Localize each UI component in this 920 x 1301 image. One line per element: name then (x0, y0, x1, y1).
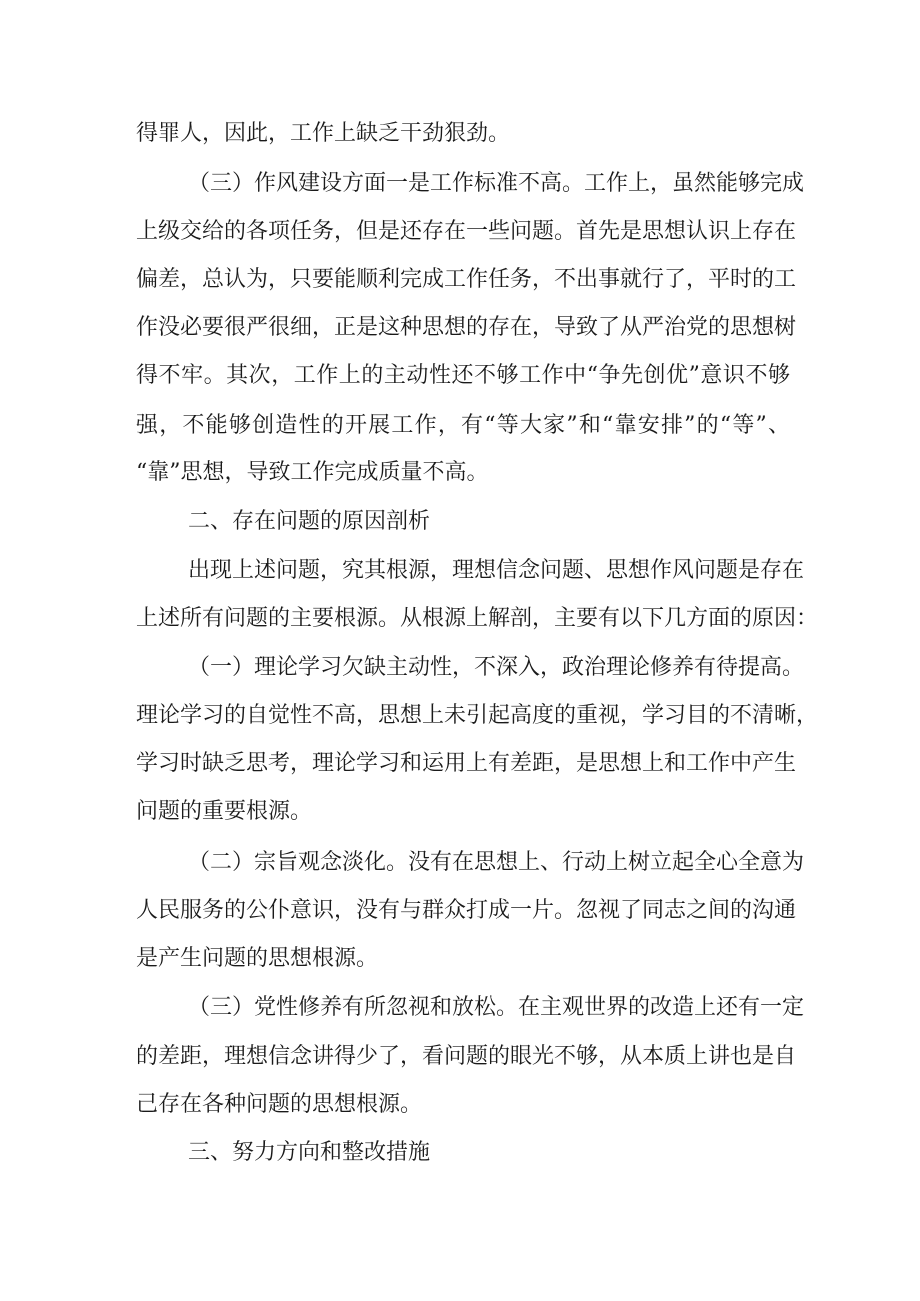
text-line: （三）作风建设方面一是工作标准不高。工作上，虽然能够完成 (188, 171, 805, 196)
text-line: 上级交给的各项任务，但是还存在一些问题。首先是思想认识上存在 (136, 219, 797, 244)
text-line: “靠”思想，导致工作完成质量不高。 (136, 460, 489, 485)
text-line: （二）宗旨观念淡化。没有在思想上、行动上树立起全心全意为 (188, 850, 805, 875)
text-line: 出现上述问题，究其根源，理想信念问题、思想作风问题是存在 (188, 558, 805, 583)
text-line: 作没必要很严很细，正是这种思想的存在，导致了从严治党的思想树 (136, 315, 797, 340)
text-line: 是产生问题的思想根源。 (136, 946, 379, 971)
text-line: （三）党性修养有所忽视和放松。在主观世界的改造上还有一定 (188, 995, 805, 1020)
text-line: 己存在各种问题的思想根源。 (136, 1092, 423, 1117)
section-heading: 三、努力方向和整改措施 (188, 1140, 431, 1165)
text-line: 偏差，总认为，只要能顺利完成工作任务，不出事就行了，平时的工 (136, 267, 797, 292)
text-line: 理论学习的自觉性不高，思想上未引起高度的重视，学习目的不清晰， (136, 703, 819, 728)
text-line: （一）理论学习欠缺主动性，不深入，政治理论修养有待提高。 (188, 655, 805, 680)
text-line: 学习时缺乏思考，理论学习和运用上有差距，是思想上和工作中产生 (136, 751, 797, 776)
section-heading: 二、存在问题的原因剖析 (188, 509, 431, 534)
text-line: 得罪人，因此，工作上缺乏干劲狠劲。 (136, 121, 511, 146)
text-line: 问题的重要根源。 (136, 799, 313, 824)
text-line: 的差距，理想信念讲得少了，看问题的眼光不够，从本质上讲也是自 (136, 1044, 797, 1069)
text-line: 上述所有问题的主要根源。从根源上解剖，主要有以下几方面的原因： (136, 606, 819, 631)
text-line: 强，不能够创造性的开展工作，有“等大家”和“靠安排”的“等”、 (136, 413, 790, 438)
text-line: 人民服务的公仆意识，没有与群众打成一片。忽视了同志之间的沟通 (136, 898, 797, 923)
text-line: 得不牢。其次，工作上的主动性还不够工作中“争先创优”意识不够 (136, 363, 790, 388)
